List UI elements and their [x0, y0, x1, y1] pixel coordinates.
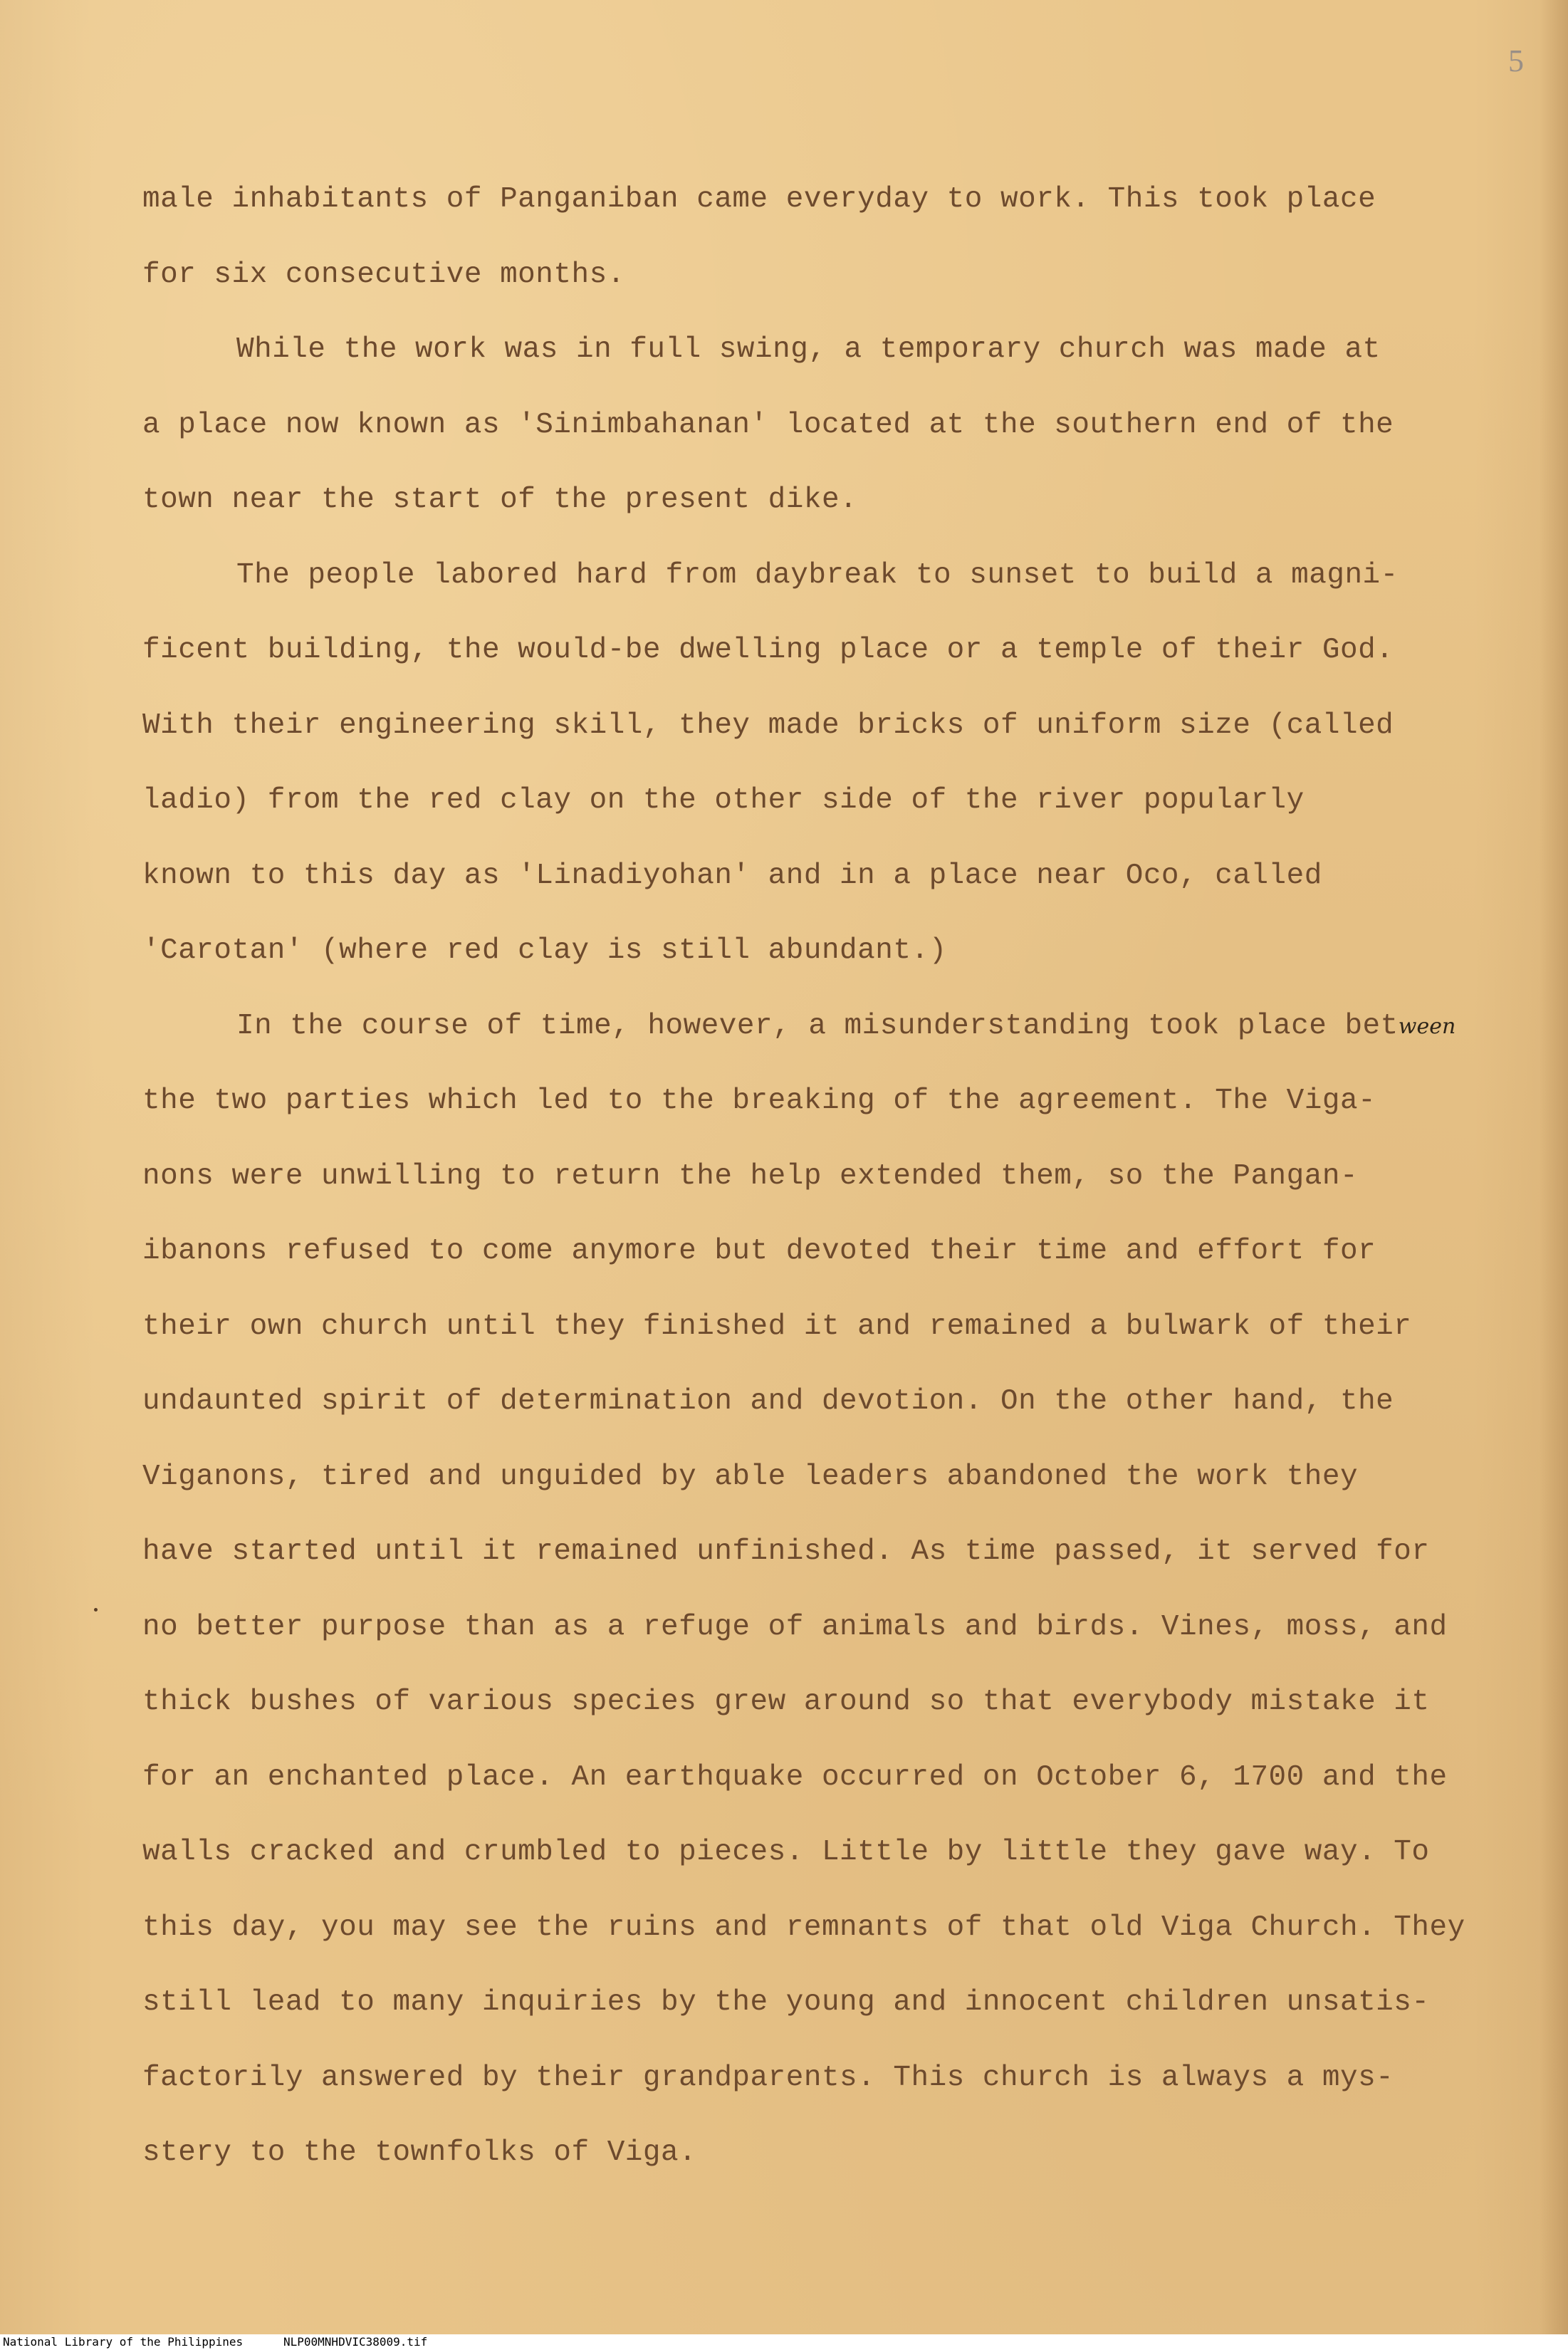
text-line-with-insert — [142, 989, 1481, 1065]
text-line: known to this day as 'Linadiyohan' and in a place near Oco, called — [142, 859, 1322, 892]
text-line: Viganons, tired and unguided by able leaders abandoned the work they — [142, 1460, 1359, 1493]
scan-footer — [0, 2334, 1568, 2350]
text-line: thick bushes of various species grew around so that everybody mistake it — [142, 1686, 1430, 1718]
text-line: ibanons refused to come anymore but devoted their time and effort for — [142, 1235, 1376, 1268]
text-line-part: In the course of time, however, a misunderstanding took place bet — [236, 1009, 1399, 1043]
text-line: ficent building, the would-be dwelling place or a temple of their God. — [142, 634, 1394, 667]
text-line: a place now known as 'Sinimbahanan' located at the southern end of the — [142, 408, 1394, 442]
text-line: While the work was in full swing, a temporary church was made at — [236, 333, 1381, 366]
text-line: stery to the townfolks of Viga. — [142, 2136, 697, 2169]
text-line: this day, you may see the ruins and remnants of that old Viga Church. They — [142, 1911, 1465, 1944]
text-line: the two parties which led to the breaking of the agreement. The Viga- — [142, 1085, 1376, 1117]
text-line: 'Carotan' (where red clay is still abundant.) — [142, 934, 947, 967]
page-edge-shadow — [1540, 0, 1568, 2350]
text-line: still lead to many inquiries by the young and innocent children unsatis- — [142, 1986, 1430, 2019]
text-line: have started until it remained unfinished. As time passed, it served for — [142, 1535, 1430, 1568]
text-line: factorily answered by their grandparents. This church is always a mys- — [142, 2061, 1394, 2094]
text-line: undaunted spirit of determination and devotion. On the other hand, the — [142, 1385, 1394, 1418]
handwritten-insert: ween — [1398, 1013, 1456, 1039]
text-line: town near the start of the present dike. — [142, 484, 858, 516]
text-line: male inhabitants of Panganiban came everyday to work. This took place — [142, 183, 1376, 216]
footer-library-name: National Library of the Philippines — [3, 2335, 244, 2349]
page-number: 5 — [1508, 43, 1524, 78]
text-line: The people labored hard from daybreak to sunset to build a magni- — [236, 558, 1399, 592]
text-line: their own church until they finished it and remained a bulwark of their — [142, 1310, 1412, 1343]
ink-speck — [94, 1608, 98, 1612]
text-line: walls cracked and crumbled to pieces. Little by little they gave way. To — [142, 1836, 1430, 1869]
typewritten-text — [142, 162, 1481, 2191]
text-line: nons were unwilling to return the help extended them, so the Pangan- — [142, 1159, 1359, 1193]
text-line: for an enchanted place. An earthquake occurred on October 6, 1700 and the — [142, 1760, 1448, 1794]
text-line: With their engineering skill, they made bricks of uniform size (called — [142, 709, 1394, 742]
text-line: no better purpose than as a refuge of animals and birds. Vines, moss, and — [142, 1610, 1448, 1644]
footer-filename: NLP00MNHDVIC38009.tif — [283, 2335, 428, 2349]
text-line: ladio) from the red clay on the other side of the river popularly — [142, 784, 1305, 817]
text-line: for six consecutive months. — [142, 258, 625, 291]
